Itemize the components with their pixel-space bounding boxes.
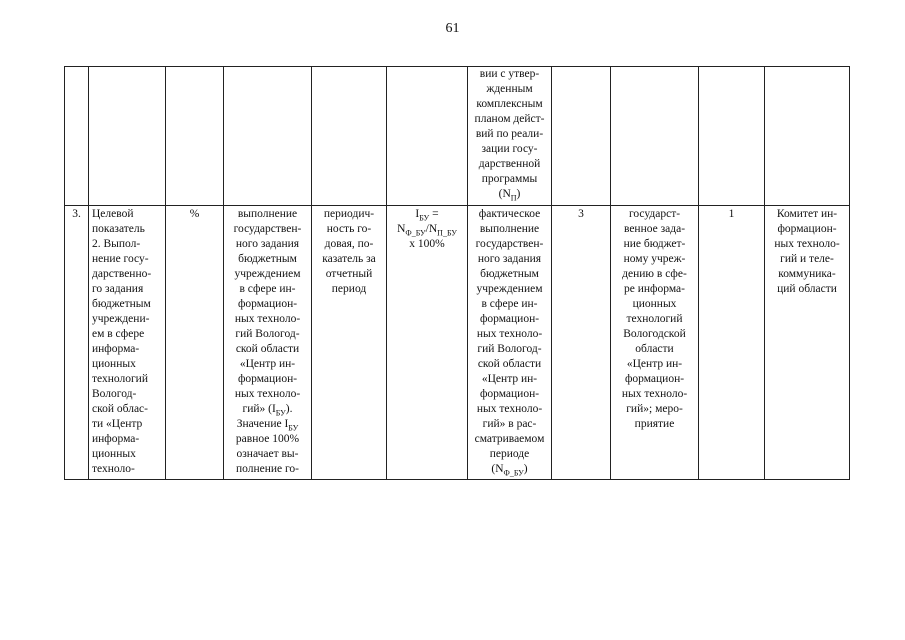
cell-basic-indicators: [468, 67, 552, 206]
table-row-indicator-3: [65, 206, 850, 480]
cell-method-code: [552, 67, 611, 206]
page-number: 61: [445, 21, 460, 36]
method-code: 3: [552, 206, 611, 480]
table-row-continued: [65, 67, 850, 206]
responsible-body: Комитет ин- формацион- ных техноло- гий и теле- коммуника- ций области: [765, 206, 850, 480]
indicator-description: выполнение государствен- ного задания бюджетным учреждением в сфере ин- формацион- ных техноло- гий Вологод- ской области «Центр ин- формацион- ных техноло- гий» $(I_{БУ})$. Значение $I_{БУ}$ равное 100% означает вы- полнение го-: [224, 206, 312, 480]
periodicity: периодич- ность го- довая, по- казатель за отчетный период: [312, 206, 387, 480]
continued-text: вии с утвер- жденным комплексным планом дейст- вий по реали- зации госу- дарственной программы: [474, 68, 545, 185]
cell-source: [611, 67, 699, 206]
cell-period: [312, 67, 387, 206]
cell-description: [224, 67, 312, 206]
cell-level: [699, 67, 765, 206]
cell-name: [89, 67, 166, 206]
aggregation-level: 1: [699, 206, 765, 480]
indicator-name: Целевой показатель 2. Выпол- нение госу- дарственно- го задания бюджетным учреждени- ем в сфере информа- ционных технологий Вологод- ской облас- ти «Центр информа- ционных техноло-: [89, 206, 166, 480]
indicators-table: [64, 66, 850, 480]
basic-indicators: фактическое выполнение государствен- ного задания бюджетным учреждением в сфере ин- формацион- ных техноло- гий Вологод- ской области «Центр ин- формацион- ных техноло- гий» в рас- сматриваемом периоде $(N_{Ф\_БУ})$: [468, 206, 552, 480]
cell-unit: [166, 67, 224, 206]
row-number: 3.: [65, 206, 89, 480]
cell-num: [65, 67, 89, 206]
cell-formula: [387, 67, 468, 206]
unit-of-measure: %: [166, 206, 224, 480]
cell-responsible: [765, 67, 850, 206]
calculation-formula: $I_{БУ}$ = $N_{Ф\_БУ}/N_{П\_БУ}$ x 100%: [387, 206, 468, 480]
data-source: государст- венное зада- ние бюджет- ному учреж- дению в сфе- ре информа- ционных технологий Вологодской области «Центр ин- формацион- ных техноло- гий»; меро- приятие: [611, 206, 699, 480]
continued-symbol: $(N_П)$: [498, 188, 521, 203]
